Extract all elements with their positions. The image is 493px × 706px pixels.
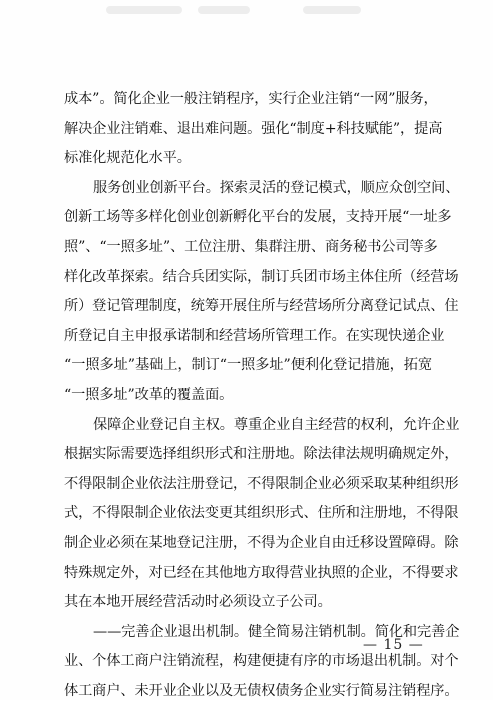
text-line: 标准化规范化水平。 — [64, 150, 191, 167]
text-line: “一照多址”改革的覆盖面。 — [64, 386, 234, 403]
scan-artifact — [198, 6, 250, 14]
page-number: — 15 — — [363, 637, 424, 653]
text-line: 体工商户、未开业企业以及无债权债务企业实行简易注销程序。 — [64, 682, 459, 699]
text-line: 保障企业登记自主权。尊重企业自主经营的权利，允许企业 — [93, 416, 460, 433]
text-line: 所）登记管理制度，统筹开展住所与经营场所分离登记试点、住 — [64, 298, 459, 315]
text-line: 根据实际需要选择组织形式和注册地。除法律法规明确规定外， — [64, 446, 459, 463]
text-line: 创新工场等多样化创业创新孵化平台的发展，支持开展“一址多 — [64, 209, 452, 226]
text-line: 制企业必须在某地登记注册，不得为企业自由迁移设置障碍。除 — [64, 534, 459, 551]
text-line: 特殊规定外，对已经在其他地方取得营业执照的企业，不得要求 — [64, 564, 459, 581]
scan-artifact — [106, 6, 182, 14]
text-line: 样化改革探索。结合兵团实际，制订兵团市场主体住所（经营场 — [64, 268, 459, 285]
text-line: 不得限制企业依法注册登记，不得限制企业必须采取某种组织形 — [64, 475, 459, 492]
text-line: 业、个体工商户注销流程，构建便捷有序的市场退出机制。对个 — [64, 653, 459, 670]
text-line: 照”、“一照多址”、工位注册、集群注册、商务秘书公司等多 — [64, 238, 438, 255]
text-line: 式，不得限制企业依法变更其组织形式、住所和注册地，不得限 — [64, 505, 459, 522]
text-line: ——完善企业退出机制。健全简易注销机制。简化和完善企 — [93, 623, 460, 640]
text-line: 其在本地开展经营活动时必须设立子公司。 — [64, 594, 332, 611]
body-text — [64, 85, 460, 706]
text-line: “一照多址”基础上，制订“一照多址”便利化登记措施，拓宽 — [64, 357, 432, 374]
text-line: 解决企业注销难、退出难问题。强化“制度+科技赋能”，提高 — [64, 120, 443, 137]
text-line: 所登记自主申报承诺制和经营场所管理工作。在实现快递企业 — [64, 327, 445, 344]
text-line: 服务创业创新平台。探索灵活的登记模式，顺应众创空间、 — [93, 179, 460, 196]
scan-artifact — [303, 6, 361, 14]
text-line: 成本”。简化企业一般注销程序，实行企业注销“一网”服务， — [64, 91, 438, 107]
